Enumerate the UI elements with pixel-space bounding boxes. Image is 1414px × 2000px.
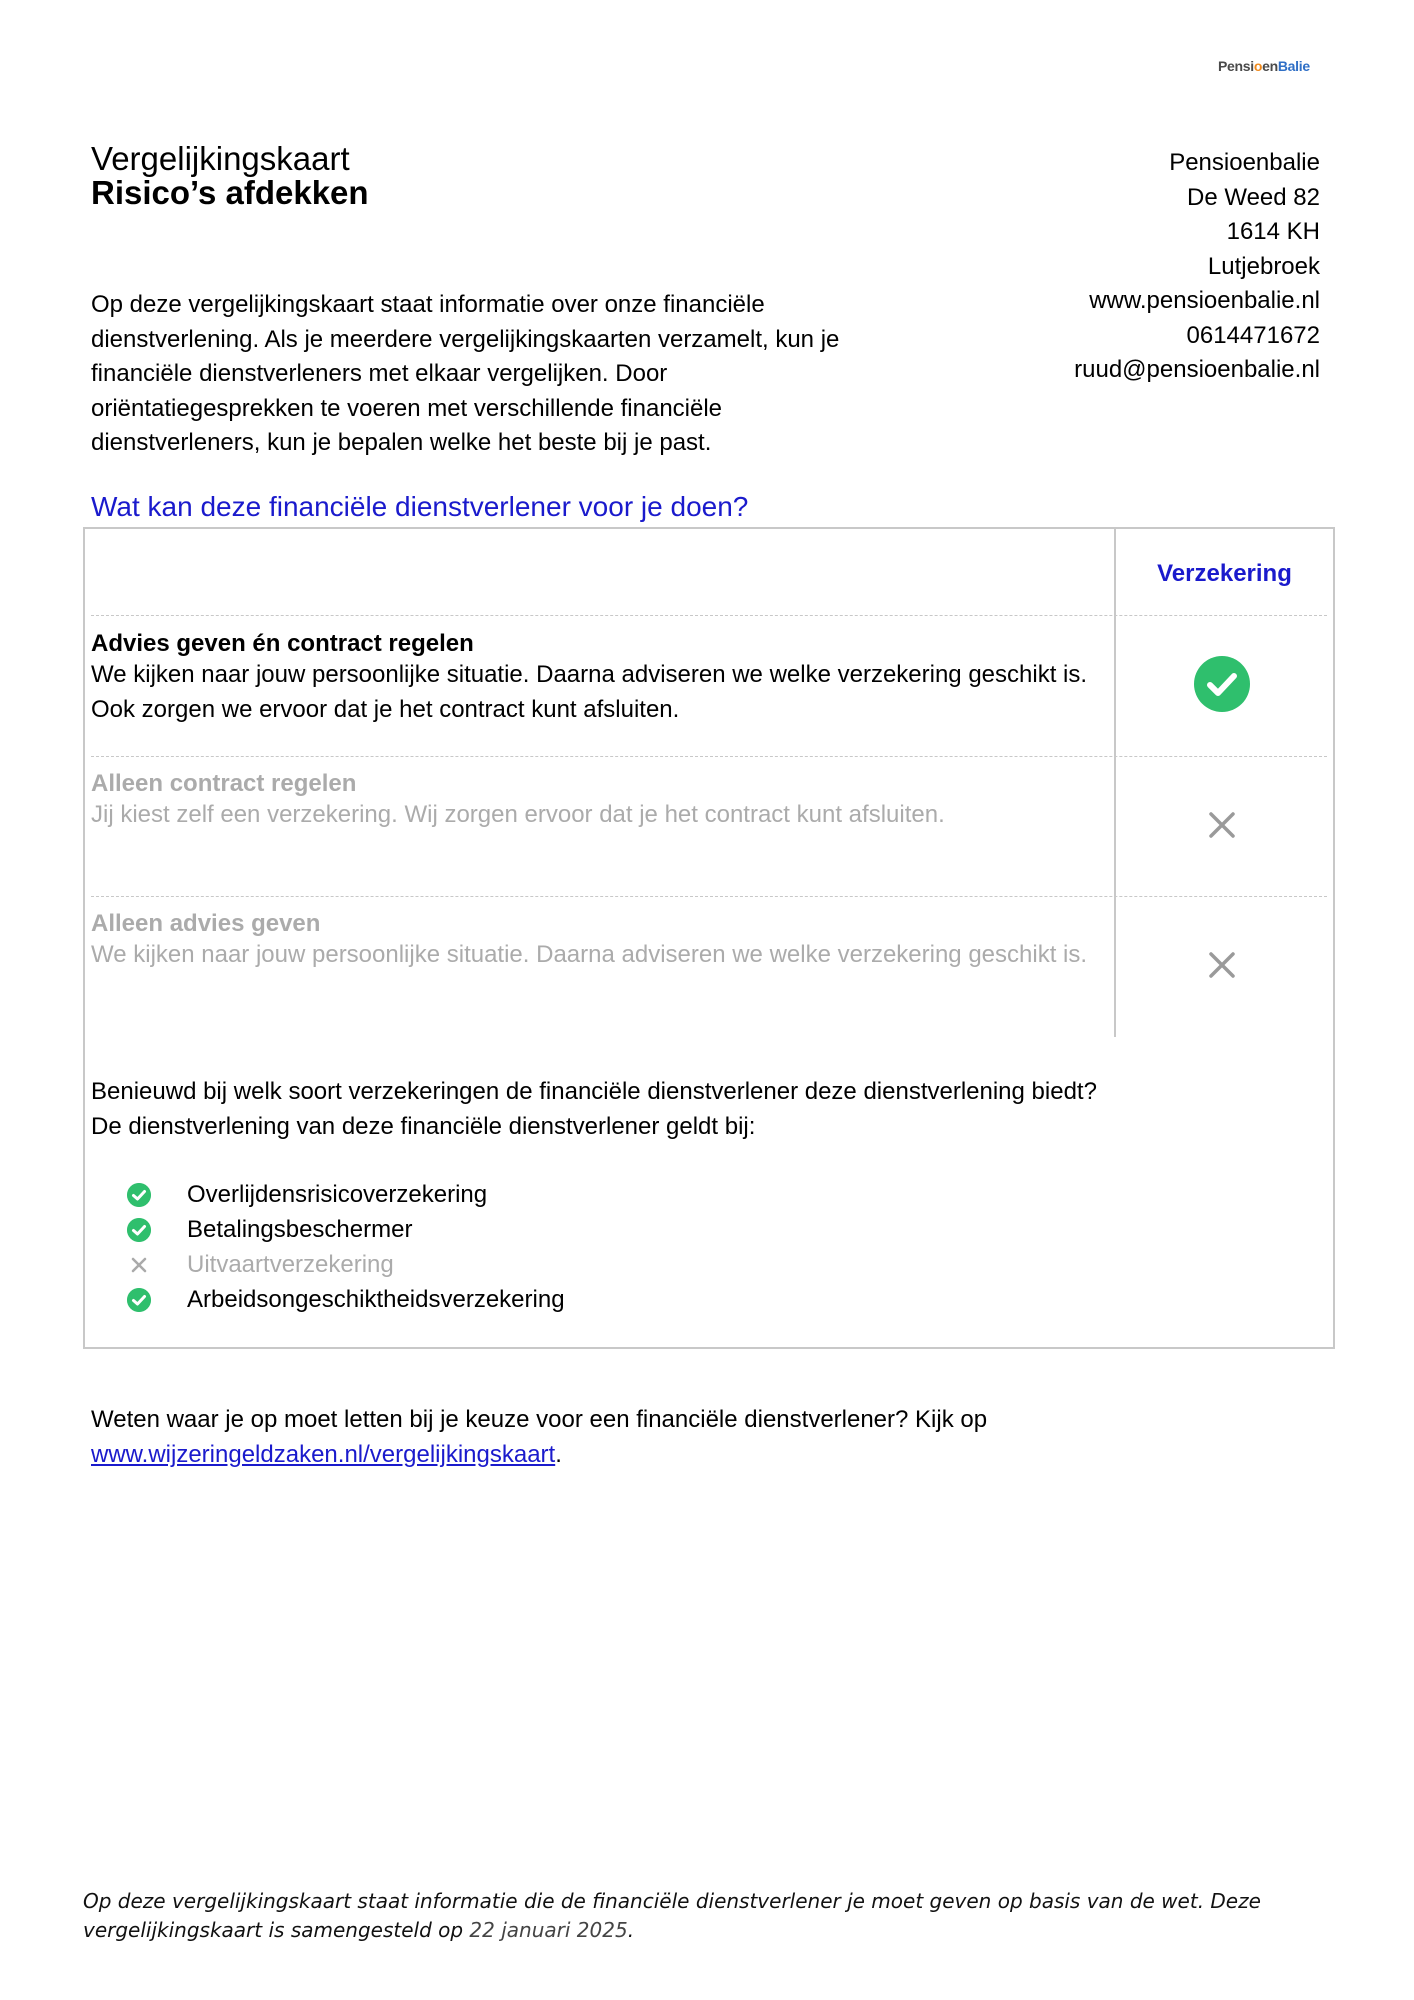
document-subtitle: Risico’s afdekken	[91, 174, 369, 211]
service-row-title: Advies geven én contract regelen	[91, 630, 474, 657]
service-row-title: Alleen advies geven	[91, 910, 321, 937]
more-info-text: Weten waar je op moet letten bij je keuze voor een financiële dienstverlener? Kijk op	[91, 1406, 988, 1433]
company-address	[1074, 146, 1320, 388]
footer-date: 22 januari 2025	[469, 1918, 628, 1942]
column-divider	[1114, 527, 1116, 1037]
wijzeringeldzaken-link[interactable]: www.wijzeringeldzaken.nl/vergelijkingskaart	[91, 1440, 556, 1468]
row-divider	[91, 615, 1327, 616]
company-postcode: 1614 KH	[1226, 218, 1320, 245]
insurance-question-line2: De dienstverlening van deze financiële dienstverlener geldt bij:	[91, 1112, 756, 1140]
document-title: Vergelijkingskaart	[91, 140, 350, 177]
company-logo	[1218, 58, 1310, 74]
company-website: www.pensioenbalie.nl	[1089, 287, 1320, 314]
company-email: ruud@pensioenbalie.nl	[1074, 356, 1320, 383]
row-divider	[91, 896, 1327, 897]
insurance-label: Overlijdensrisicoverzekering	[187, 1181, 488, 1208]
footer-note	[83, 1887, 1343, 1945]
logo-text-1: Pensi	[1218, 58, 1254, 74]
service-row-description: We kijken naar jouw persoonlijke situatie. Daarna adviseren we welke verzekering geschikt is.	[91, 941, 1088, 968]
insurance-label: Arbeidsongeschiktheidsverzekering	[187, 1286, 565, 1313]
column-header-verzekering: Verzekering	[1157, 560, 1292, 587]
row-divider	[91, 756, 1327, 757]
cross-icon	[1207, 950, 1237, 980]
insurance-label: Betalingsbeschermer	[187, 1216, 413, 1243]
footer-text: Op deze vergelijkingskaart staat informatie die de financiële dienstverlener je moet geven op basis van de wet. Deze vergelijkingskaart is samengesteld op	[83, 1889, 1261, 1942]
footer-period: .	[627, 1918, 635, 1942]
company-name: Pensioenbalie	[1169, 149, 1320, 176]
logo-text-4: Balie	[1277, 58, 1310, 74]
company-street: De Weed 82	[1187, 183, 1320, 211]
more-info-period: .	[555, 1440, 562, 1468]
service-row-title: Alleen contract regelen	[91, 770, 357, 797]
service-row-description: Jij kiest zelf een verzekering. Wij zorgen ervoor dat je het contract kunt afsluiten.	[91, 801, 945, 828]
services-heading: Wat kan deze financiële dienstverlener voor je doen?	[91, 491, 749, 522]
cross-icon	[1207, 810, 1237, 840]
company-city: Lutjebroek	[1207, 252, 1320, 280]
check-circle-icon	[127, 1288, 151, 1312]
service-row-description: We kijken naar jouw persoonlijke situatie. Daarna adviseren we welke verzekering geschikt is. Ook zorgen we ervoor dat je het contract kunt afsluiten.	[91, 661, 1088, 723]
logo-text-2: o	[1253, 58, 1263, 74]
insurance-label: Uitvaartverzekering	[187, 1251, 394, 1278]
insurance-question	[91, 1075, 1291, 1144]
check-circle-icon	[127, 1183, 151, 1207]
intro-paragraph: Op deze vergelijkingskaart staat informatie over onze financiële dienstverlening. Als je meerdere vergelijkingskaarten verzamelt, kun je financiële dienstverleners met elkaar vergelijken. Door oriëntatiegesprekken te voeren met verschillende financiële dienstverleners, kun je bepalen welke het beste bij je past.	[91, 291, 840, 456]
logo-text-3: en	[1262, 58, 1278, 74]
insurance-question-line1: Benieuwd bij welk soort verzekeringen de financiële dienstverlener deze dienstverlening biedt?	[91, 1078, 1097, 1105]
check-circle-icon	[1194, 656, 1250, 712]
check-circle-icon	[127, 1218, 151, 1242]
more-info-paragraph	[91, 1403, 1291, 1472]
cross-icon	[127, 1253, 151, 1277]
company-phone: 0614471672	[1186, 321, 1320, 349]
